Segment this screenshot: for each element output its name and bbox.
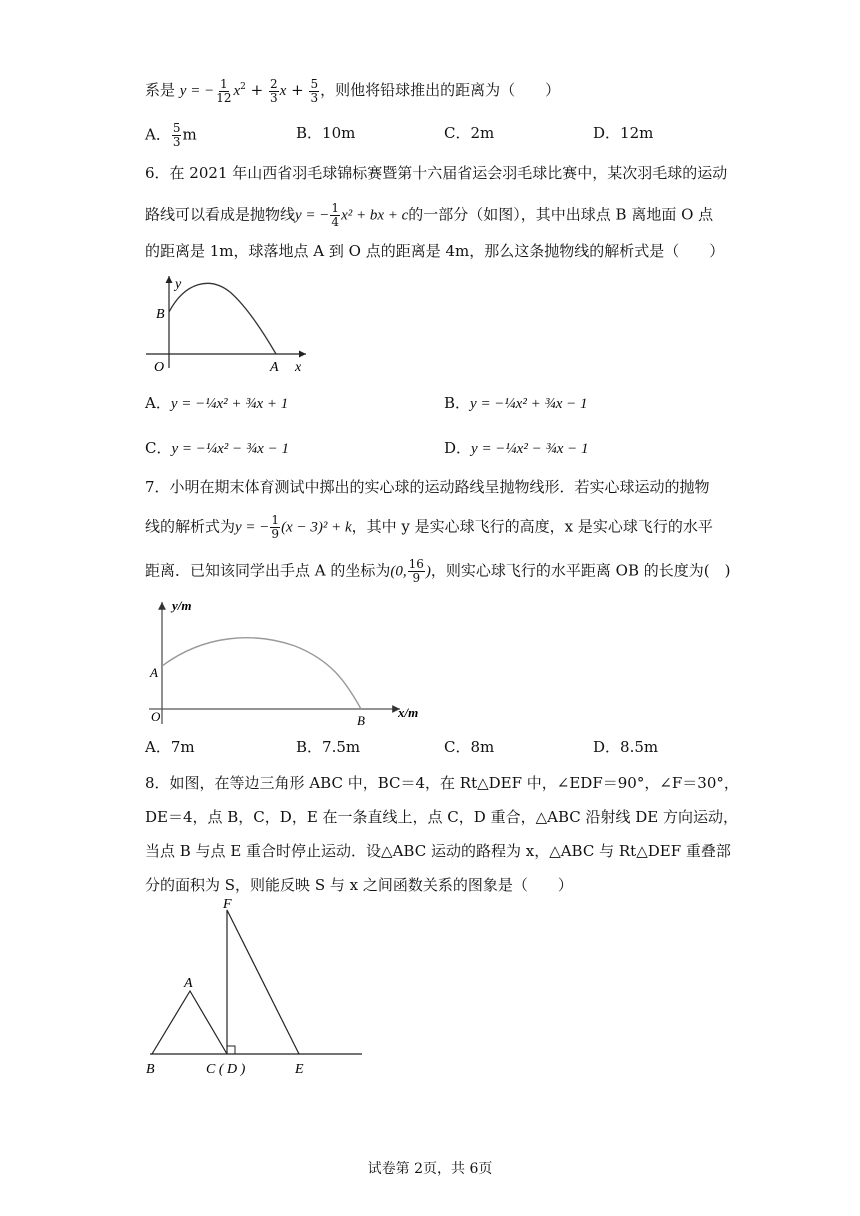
q6-option-d-expr: y = −¼x² − ¾x − 1 bbox=[471, 441, 589, 457]
q7-option-b[interactable]: B．7.5m bbox=[296, 738, 361, 756]
q6-option-a-label: A． bbox=[145, 394, 171, 412]
q8-line-2: DE＝4，点 B，C，D，E 在一条直线上，点 C，D 重合，△ABC 沿射线 DE 方向运动， bbox=[145, 808, 739, 826]
q7-line2-frac-den: 9 bbox=[271, 527, 280, 541]
q7-line-2 bbox=[145, 514, 713, 541]
q7-label-o: O bbox=[151, 709, 161, 724]
q5-prefix: 系是 bbox=[145, 81, 176, 99]
q6-label-y: y bbox=[175, 277, 182, 292]
q7-line-1: 7．小明在期末体育测试中掷出的实心球的运动路线呈抛物线形．若实心球运动的抛物 bbox=[145, 478, 710, 496]
q7-trajectory-curve bbox=[162, 638, 361, 709]
q8-line-1: 8．如图，在等边三角形 ABC 中，BC＝4，在 Rt△DEF 中，∠EDF＝90°，∠F＝30°， bbox=[145, 774, 739, 792]
q6-line2-suffix: 的一部分（如图），其中出球点 B 离地面 O 点 bbox=[408, 205, 714, 224]
q5-frac-3-num: 5 bbox=[310, 76, 319, 91]
q5-option-c[interactable]: C．2m bbox=[444, 124, 495, 142]
q6-option-a-expr: y = −¼x² + ¾x + 1 bbox=[170, 396, 289, 412]
q8-triangle-def bbox=[227, 910, 299, 1054]
q6-option-c-label: C． bbox=[145, 439, 172, 457]
q7-coord-num: 16 bbox=[408, 557, 424, 571]
q5-option-a-den: 3 bbox=[172, 135, 181, 149]
q6-line2-prefix: 路线可以看成是抛物线 bbox=[145, 205, 296, 224]
q6-line2-frac bbox=[330, 202, 340, 229]
q6-line2-frac-den: 4 bbox=[331, 215, 340, 229]
q5-frac-1-den: 12 bbox=[216, 90, 232, 105]
q7-line3-suffix: ，则实心球飞行的水平距离 OB 的长度为( ) bbox=[430, 561, 731, 580]
q6-line2-rest: x² + bx + c bbox=[341, 207, 409, 224]
q7-trajectory-figure bbox=[145, 594, 435, 732]
q8-label-b: B bbox=[146, 1062, 155, 1077]
q5-option-d[interactable]: D．12m bbox=[593, 124, 654, 142]
q5-frac-1-num: 1 bbox=[220, 76, 228, 91]
q6-line-3: 的距离是 1m，球落地点 A 到 O 点的距离是 4m，那么这条抛物线的解析式是（ ） bbox=[145, 242, 725, 260]
q7-label-b: B bbox=[357, 713, 365, 728]
q7-label-x: x/m bbox=[398, 705, 419, 720]
q5-frac-1 bbox=[215, 78, 232, 105]
q8-line-4: 分的面积为 S，则能反映 S 与 x 之间函数关系的图象是（ ） bbox=[145, 876, 573, 894]
q5-plus-2: + bbox=[291, 81, 304, 99]
q7-label-y: y/m bbox=[172, 598, 192, 613]
q5-option-a[interactable] bbox=[145, 122, 197, 149]
q8-line-3: 当点 B 与点 E 重合时停止运动．设△ABC 运动的路程为 x，△ABC 与 Rt△DEF 重叠部 bbox=[145, 842, 731, 860]
q7-line3-prefix: 距离．已知该同学出手点 A 的坐标为 bbox=[145, 561, 391, 580]
q8-triangles-figure bbox=[140, 890, 380, 1085]
q8-label-e: E bbox=[295, 1062, 304, 1077]
q6-label-a: A bbox=[270, 360, 279, 375]
q6-option-d-label: D． bbox=[444, 439, 472, 457]
q7-line2-prefix: 线的解析式为 bbox=[145, 517, 236, 536]
q7-coord-pre: (0, bbox=[390, 563, 407, 580]
q5-frac-3-den: 3 bbox=[310, 90, 319, 105]
q6-option-b[interactable] bbox=[444, 392, 588, 415]
q6-option-b-expr: y = −¼x² + ¾x − 1 bbox=[470, 396, 588, 412]
q8-right-angle-mark bbox=[227, 1046, 235, 1054]
q6-option-d[interactable] bbox=[444, 437, 589, 460]
q6-line-2 bbox=[145, 202, 713, 229]
q5-formula-lhs: y = − bbox=[179, 83, 215, 99]
q5-option-b[interactable]: B．10m bbox=[296, 124, 356, 142]
q5-x: x bbox=[279, 83, 287, 99]
q5-frac-2-den: 3 bbox=[270, 90, 278, 105]
q8-label-a: A bbox=[184, 976, 193, 991]
q7-coord-post: ) bbox=[425, 563, 431, 580]
q5-frac-2 bbox=[269, 78, 279, 105]
q6-parabola-curve bbox=[169, 283, 276, 354]
q7-line2-frac bbox=[270, 514, 280, 541]
q6-parabola-figure bbox=[140, 270, 315, 380]
q7-option-c[interactable]: C．8m bbox=[444, 738, 495, 756]
q6-label-o: O bbox=[154, 360, 165, 375]
q6-label-b: B bbox=[156, 307, 165, 322]
q5-plus-1: + bbox=[250, 81, 264, 99]
q5-suffix: ，则他将铅球推出的距离为（ ） bbox=[320, 81, 561, 99]
q5-option-a-label: A． bbox=[145, 125, 171, 144]
q5-frac-3 bbox=[309, 78, 319, 105]
q7-label-a: A bbox=[150, 665, 158, 680]
page-footer: 试卷第 2页，共 6页 bbox=[367, 1161, 493, 1177]
q6-option-b-label: B． bbox=[444, 394, 471, 412]
q7-option-d[interactable]: D．8.5m bbox=[593, 738, 659, 756]
q6-line-1: 6．在 2021 年山西省羽毛球锦标赛暨第十六届省运会羽毛球比赛中，某次羽毛球的运动 bbox=[145, 164, 728, 182]
q5-frac-2-num: 2 bbox=[270, 76, 278, 91]
q5-option-a-frac bbox=[172, 122, 182, 149]
q8-triangle-abc bbox=[152, 991, 227, 1054]
q7-line2-suffix: ，其中 y 是实心球飞行的高度，x 是实心球飞行的水平 bbox=[351, 517, 713, 536]
q5-option-a-unit: m bbox=[182, 125, 197, 144]
q6-label-x: x bbox=[295, 360, 302, 375]
q7-coord-den: 9 bbox=[412, 571, 421, 585]
q8-label-f: F bbox=[223, 897, 232, 912]
q6-line2-frac-num: 1 bbox=[331, 201, 340, 215]
q5-stem-line: 系是 y = − $\frac{1}{12}$ $x^2$ + $\frac{2}{3}$ x + $\frac{5}{3}$ ，则他将铅球推出的距离为（ ） bbox=[145, 76, 561, 105]
q5-x-squared: x bbox=[233, 83, 241, 99]
q7-coord-frac bbox=[408, 558, 425, 585]
q5-option-a-num: 5 bbox=[172, 121, 181, 135]
q7-line2-formula: y = − bbox=[235, 519, 270, 536]
q7-option-a[interactable]: A．7m bbox=[145, 738, 195, 756]
q6-option-c[interactable] bbox=[145, 437, 289, 460]
q6-option-c-expr: y = −¼x² − ¾x − 1 bbox=[171, 441, 289, 457]
q6-line2-formula: y = − bbox=[295, 207, 330, 224]
q8-label-cd: C ( D ) bbox=[206, 1062, 246, 1077]
q7-line-3 bbox=[145, 558, 730, 585]
q6-option-a[interactable] bbox=[145, 392, 288, 415]
q7-line2-frac-num: 1 bbox=[271, 513, 280, 527]
q7-line2-rest: (x − 3)² + k bbox=[281, 519, 352, 536]
